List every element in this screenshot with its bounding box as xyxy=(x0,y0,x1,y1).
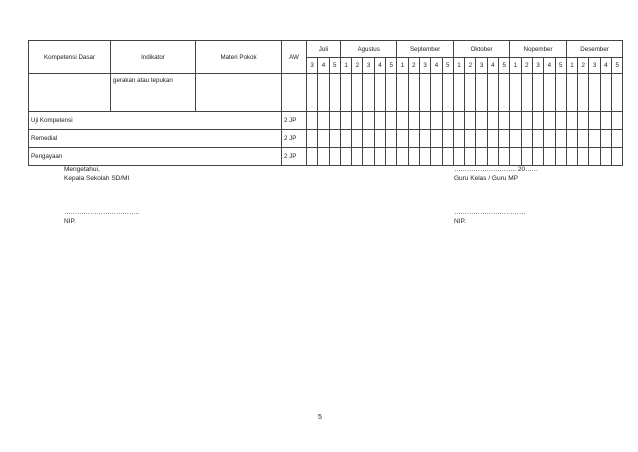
week-cell xyxy=(566,112,577,130)
week-cell xyxy=(307,130,318,148)
week-cell xyxy=(532,74,543,112)
week-number: 3 xyxy=(589,58,600,74)
week-cell xyxy=(476,112,487,130)
week-cell xyxy=(612,74,623,112)
week-cell xyxy=(544,130,555,148)
week-cell xyxy=(431,74,442,112)
week-number: 4 xyxy=(544,58,555,74)
week-cell xyxy=(352,148,363,166)
week-cell xyxy=(408,130,419,148)
week-cell xyxy=(544,112,555,130)
week-cell xyxy=(397,130,408,148)
week-cell xyxy=(578,112,589,130)
week-cell xyxy=(521,112,532,130)
week-cell xyxy=(386,112,397,130)
week-number: 1 xyxy=(510,58,521,74)
week-cell xyxy=(374,112,385,130)
header-aw: AW xyxy=(282,41,307,74)
signature-right xyxy=(454,166,538,183)
week-cell xyxy=(578,130,589,148)
activity-aw: 2 JP xyxy=(282,130,307,148)
week-cell xyxy=(408,112,419,130)
week-cell xyxy=(318,148,329,166)
week-number: 4 xyxy=(600,58,611,74)
week-cell xyxy=(600,112,611,130)
week-cell xyxy=(442,74,453,112)
week-number: 3 xyxy=(476,58,487,74)
week-number: 4 xyxy=(431,58,442,74)
week-cell xyxy=(442,112,453,130)
week-number: 5 xyxy=(555,58,566,74)
week-number: 2 xyxy=(521,58,532,74)
week-cell xyxy=(487,74,498,112)
week-cell xyxy=(465,148,476,166)
signature-left-line1: Mengetahui, xyxy=(64,166,100,173)
week-cell xyxy=(386,74,397,112)
week-cell xyxy=(352,130,363,148)
week-cell xyxy=(476,148,487,166)
week-number: 5 xyxy=(612,58,623,74)
week-cell xyxy=(555,130,566,148)
activity-label: Uji Kompetensi xyxy=(29,112,282,130)
week-cell xyxy=(374,130,385,148)
week-cell xyxy=(352,112,363,130)
cell-indikator: gerakan atau tepukan xyxy=(111,74,196,112)
signature-right-line1: ……………………….. 20…… xyxy=(454,166,539,173)
week-cell xyxy=(386,130,397,148)
week-number: 2 xyxy=(408,58,419,74)
week-cell xyxy=(307,74,318,112)
week-cell xyxy=(589,148,600,166)
week-cell xyxy=(329,74,340,112)
week-cell xyxy=(589,130,600,148)
week-cell xyxy=(431,148,442,166)
cell-kompetensi-dasar xyxy=(29,74,111,112)
week-number: 3 xyxy=(307,58,318,74)
signature-right-nip: NIP. xyxy=(454,217,466,225)
week-cell xyxy=(532,130,543,148)
week-cell xyxy=(465,74,476,112)
week-number: 2 xyxy=(465,58,476,74)
week-cell xyxy=(374,148,385,166)
week-cell xyxy=(532,148,543,166)
week-cell xyxy=(465,112,476,130)
week-number: 4 xyxy=(318,58,329,74)
week-cell xyxy=(340,112,351,130)
header-materi-pokok: Materi Pokok xyxy=(196,41,282,74)
week-cell xyxy=(521,148,532,166)
signature-left-nip: NIP. xyxy=(64,217,76,225)
week-cell xyxy=(499,148,510,166)
week-number: 2 xyxy=(352,58,363,74)
activity-aw: 2 JP xyxy=(282,148,307,166)
week-cell xyxy=(487,112,498,130)
week-cell xyxy=(476,74,487,112)
signature-left xyxy=(64,166,129,183)
week-number: 1 xyxy=(566,58,577,74)
week-number: 3 xyxy=(363,58,374,74)
week-cell xyxy=(578,74,589,112)
week-number: 4 xyxy=(374,58,385,74)
week-cell xyxy=(363,130,374,148)
header-kompetensi-dasar: Kompetensi Dasar xyxy=(29,41,111,74)
week-cell xyxy=(340,130,351,148)
week-cell xyxy=(532,112,543,130)
week-cell xyxy=(555,112,566,130)
week-cell xyxy=(521,130,532,148)
week-cell xyxy=(566,148,577,166)
week-cell xyxy=(397,112,408,130)
week-cell xyxy=(363,74,374,112)
week-cell xyxy=(340,148,351,166)
week-cell xyxy=(510,148,521,166)
week-cell xyxy=(329,130,340,148)
week-number: 1 xyxy=(453,58,464,74)
week-cell xyxy=(544,74,555,112)
activity-label: Remedial xyxy=(29,130,282,148)
week-cell xyxy=(487,130,498,148)
week-cell xyxy=(431,130,442,148)
week-cell xyxy=(555,148,566,166)
week-cell xyxy=(397,74,408,112)
month-header: Nopember xyxy=(510,41,566,58)
week-cell xyxy=(510,74,521,112)
week-cell xyxy=(318,130,329,148)
week-cell xyxy=(476,130,487,148)
week-cell xyxy=(600,130,611,148)
week-cell xyxy=(318,112,329,130)
week-cell xyxy=(374,74,385,112)
week-cell xyxy=(442,148,453,166)
month-header: Agustus xyxy=(340,41,396,58)
activity-row xyxy=(29,112,623,130)
week-cell xyxy=(499,130,510,148)
month-header: Desember xyxy=(566,41,622,58)
week-number: 5 xyxy=(499,58,510,74)
signature-right-name xyxy=(454,209,526,226)
week-cell xyxy=(612,130,623,148)
cell-materi-pokok xyxy=(196,74,282,112)
cell-aw xyxy=(282,74,307,112)
week-cell xyxy=(419,74,430,112)
week-number: 3 xyxy=(419,58,430,74)
week-cell xyxy=(442,130,453,148)
signature-left-name xyxy=(64,209,139,226)
week-cell xyxy=(329,112,340,130)
week-cell xyxy=(329,148,340,166)
activity-label: Pengayaan xyxy=(29,148,282,166)
signature-right-line2: Guru Kelas / Guru MP xyxy=(454,174,518,182)
month-header: September xyxy=(397,41,453,58)
week-cell xyxy=(600,74,611,112)
activity-row xyxy=(29,148,623,166)
week-cell xyxy=(431,112,442,130)
week-number: 5 xyxy=(329,58,340,74)
week-cell xyxy=(397,148,408,166)
month-header: Oktober xyxy=(453,41,509,58)
week-cell xyxy=(589,74,600,112)
week-cell xyxy=(487,148,498,166)
week-cell xyxy=(544,148,555,166)
week-cell xyxy=(453,148,464,166)
week-cell xyxy=(408,148,419,166)
week-cell xyxy=(555,74,566,112)
week-number: 1 xyxy=(340,58,351,74)
week-cell xyxy=(612,148,623,166)
week-number: 4 xyxy=(487,58,498,74)
week-cell xyxy=(578,148,589,166)
week-cell xyxy=(386,148,397,166)
week-cell xyxy=(307,112,318,130)
week-cell xyxy=(419,112,430,130)
week-number: 5 xyxy=(442,58,453,74)
week-cell xyxy=(465,130,476,148)
header-indikator: Indikator xyxy=(111,41,196,74)
week-cell xyxy=(340,74,351,112)
week-cell xyxy=(499,74,510,112)
week-cell xyxy=(318,74,329,112)
activity-aw: 2 JP xyxy=(282,112,307,130)
week-cell xyxy=(612,112,623,130)
week-cell xyxy=(589,112,600,130)
week-cell xyxy=(453,112,464,130)
week-cell xyxy=(419,148,430,166)
month-header: Juli xyxy=(307,41,341,58)
week-number: 5 xyxy=(386,58,397,74)
week-cell xyxy=(363,112,374,130)
signature-right-dots: …………………………… xyxy=(454,209,526,216)
week-cell xyxy=(566,130,577,148)
signature-left-dots: …………………………….. xyxy=(64,209,140,216)
week-cell xyxy=(510,130,521,148)
activity-row xyxy=(29,130,623,148)
page-number: 5 xyxy=(318,414,322,421)
week-cell xyxy=(600,148,611,166)
week-cell xyxy=(352,74,363,112)
week-number: 3 xyxy=(532,58,543,74)
week-cell xyxy=(566,74,577,112)
lesson-plan-table xyxy=(28,40,623,166)
week-cell xyxy=(499,112,510,130)
week-cell xyxy=(453,130,464,148)
week-cell xyxy=(521,74,532,112)
week-cell xyxy=(408,74,419,112)
week-cell xyxy=(363,148,374,166)
week-number: 2 xyxy=(578,58,589,74)
week-cell xyxy=(307,148,318,166)
week-cell xyxy=(453,74,464,112)
signature-left-line2: Kepala Sekolah SD/MI xyxy=(64,174,130,182)
week-cell xyxy=(510,112,521,130)
week-number: 1 xyxy=(397,58,408,74)
week-cell xyxy=(419,130,430,148)
